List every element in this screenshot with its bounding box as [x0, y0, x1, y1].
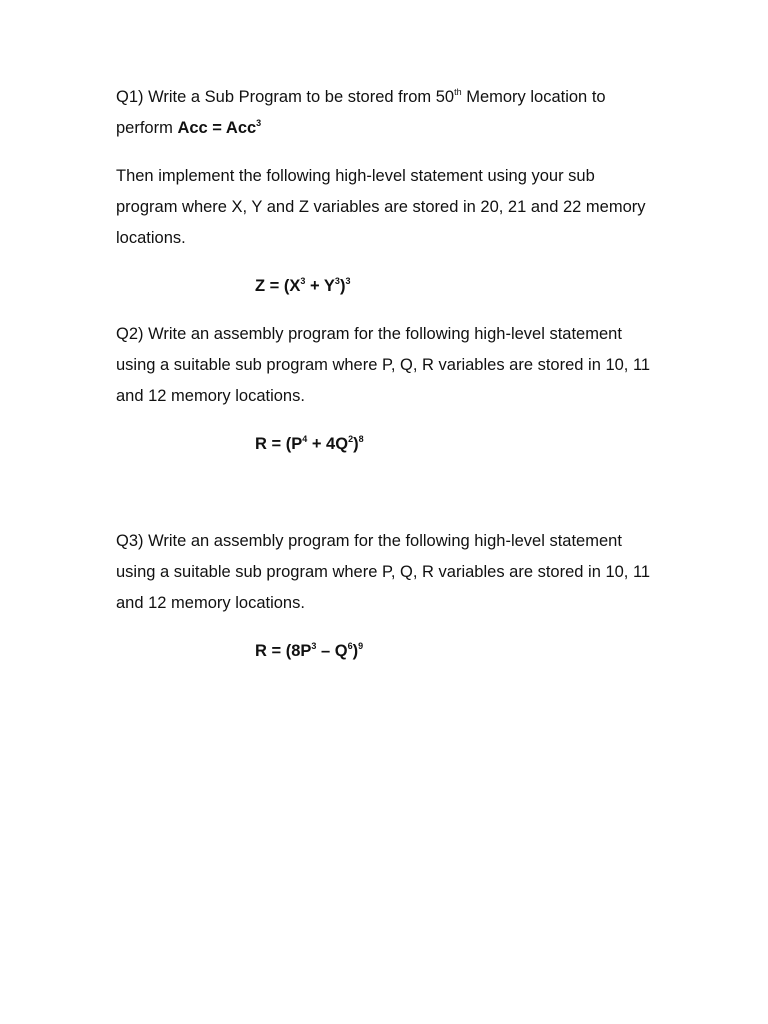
q1-acc-expression: Acc = Acc	[177, 119, 257, 137]
q1-question	[116, 82, 658, 144]
q1-acc-exponent: 3	[256, 117, 262, 128]
q1-line1-text: Q1) Write a Sub Program to be stored from 50	[116, 88, 455, 106]
q1-instruction: Then implement the following high-level statement using your sub program where X, Y and Z variables are stored in 20, 21 and 22 memory locations.	[116, 167, 646, 247]
q1-line1-superscript: th	[454, 86, 462, 97]
q3-question: Q3) Write an assembly program for the following high-level statement using a suitable sub program where P, Q, R variables are stored in 10, 11 and 12 memory locations.	[116, 532, 651, 612]
q2-question: Q2) Write an assembly program for the following high-level statement using a suitable sub program where P, Q, R variables are stored in 10, 11 and 12 memory locations.	[116, 325, 651, 405]
q1-formula: $Z = (X^3 + Y^3)^3$	[255, 275, 351, 295]
q2-formula: $R = (P^4 + 4Q^2)^8$	[255, 433, 364, 453]
q1-line1-text-end: Memory location to	[461, 88, 606, 106]
q3-formula: $R = (8P^3 - Q^6)^9$	[255, 640, 364, 660]
q1-line2-text: perform	[116, 119, 178, 137]
